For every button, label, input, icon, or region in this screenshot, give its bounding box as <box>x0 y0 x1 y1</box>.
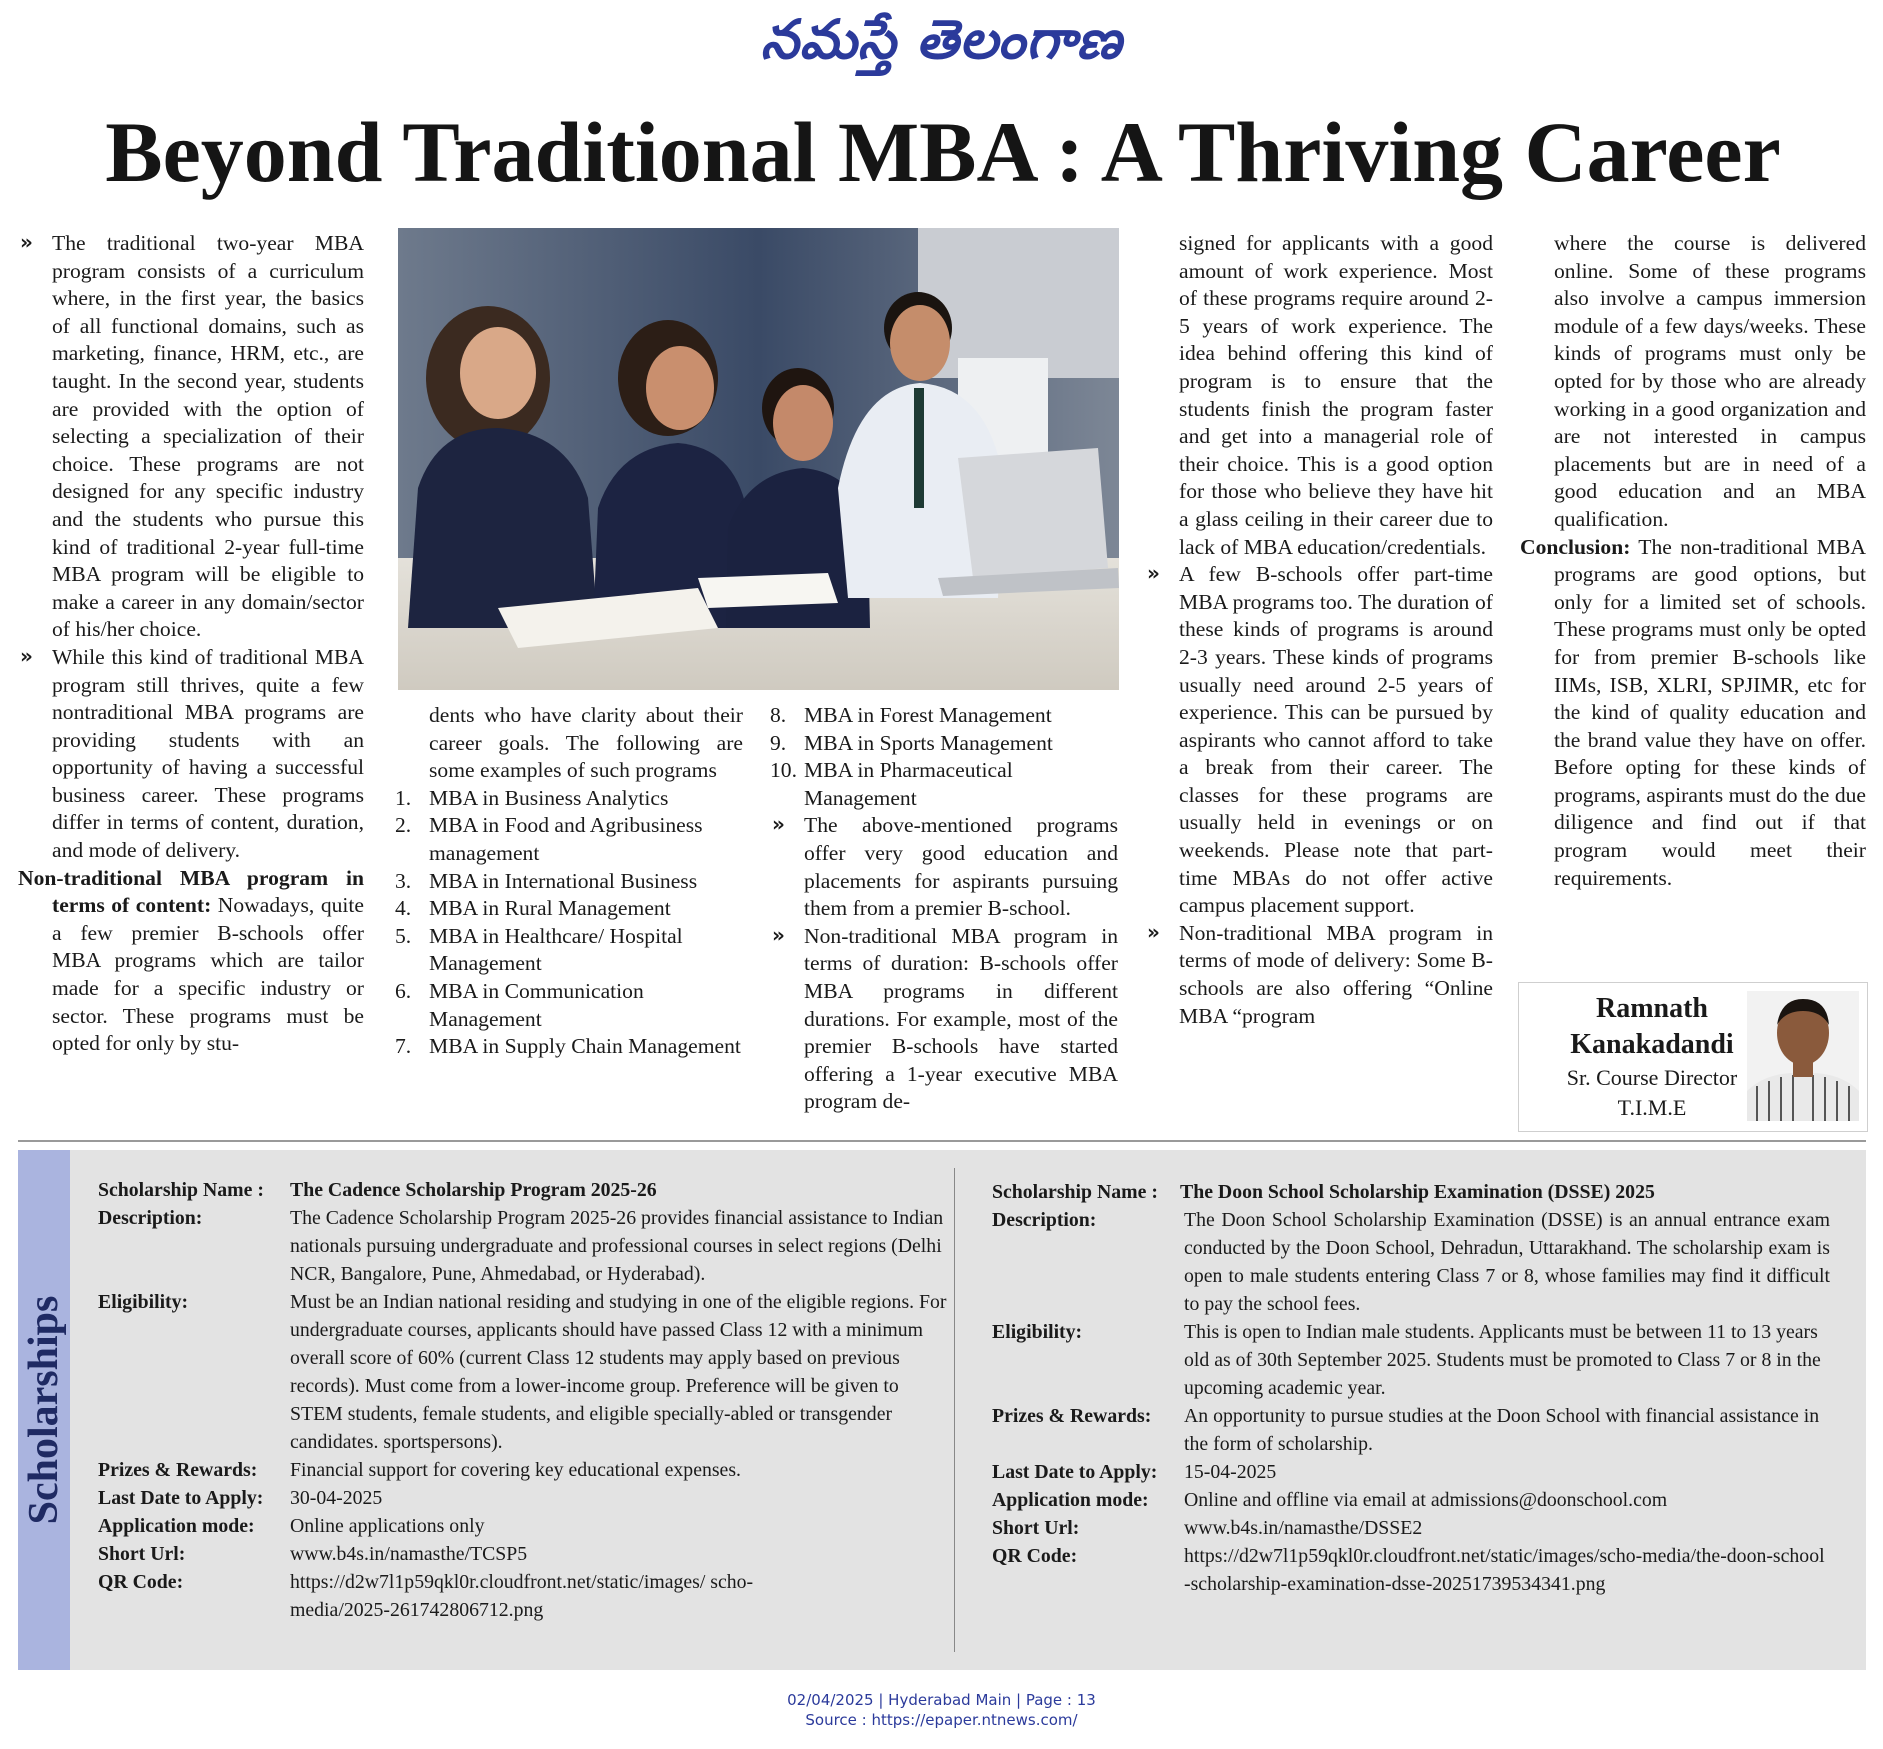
paragraph: » The traditional two-year MBA program consists of a curriculum where, in the first year, the basics of all functional domains, such as marketing, finance, HRM, etc., are taught. In the second year, students are provided with the option of selecting a specialization of their choice. These programs are not designed for any specific industry and the students who pursue this kind of traditional 2-year full-time MBA program will be eligible to make a career in any domain/sector of his/her choice. <box>18 230 364 644</box>
eligibility-row: Eligibility: This is open to Indian male students. Applicants must be between 11 to 13 years old as of 30th September 2025. Students must be promoted to Class 7 or 8 in the upcoming academic year. <box>992 1321 1821 1399</box>
paragraph: » A few B-schools offer part-time MBA programs too. The duration of these kinds of programs is around 2-3 years. These kinds of programs usually need around 2-5 years of experience. This can be pursued by aspirants who cannot afford to take a break from their career. The classes for these programs are usually held in evenings or on weekends. Please note that part-time MBAs do not offer active campus placement support. <box>1145 561 1493 920</box>
application-mode-row: Application mode: Online applications only <box>98 1515 485 1537</box>
author-name: Ramnath Kanakadandi <box>1570 993 1734 1060</box>
list-item: 3. MBA in International Business <box>395 868 698 893</box>
students-with-mentor-image <box>398 228 1119 690</box>
footer <box>0 1690 1883 1730</box>
eligibility-row: Eligibility: Must be an Indian national residing and studying in one of the eligible regions. For undergraduate courses, applicants should have passed Class 12 with a minimum overall score of 60% (current Class 12 students may apply based on previous records). Must come from a lower-income group. Preference will be given to STEM students, female students, and eligible specially-abled or transgender candidates. sportspersons). <box>98 1291 947 1453</box>
list-item: 8. MBA in Forest Management <box>770 703 1052 727</box>
list-item: 5. MBA in Healthcare/ Hospital Management <box>395 923 683 976</box>
list-item: 1. MBA in Business Analytics <box>395 785 669 810</box>
headline: Beyond Traditional MBA : A Thriving Career <box>105 104 1781 200</box>
short-url-row: Short Url: www.b4s.in/namasthe/TCSP5 <box>98 1543 528 1565</box>
author-role: Sr. Course Director T.I.M.E <box>1566 1065 1738 1120</box>
paragraph: » Non-traditional MBA program in terms of mode of delivery: Some B-schools are also offering “Online MBA “program <box>1145 920 1493 1030</box>
paragraph <box>18 865 364 1058</box>
subhead: Conclusion: <box>1520 534 1631 559</box>
subhead: Non-traditional MBA program in terms of content: <box>18 865 364 918</box>
masthead-logo: నమస్తే తెలంగాణ <box>760 8 1123 71</box>
author-box <box>1518 982 1868 1132</box>
last-date-row: Last Date to Apply: 30-04-2025 <box>98 1487 383 1509</box>
program-list-continued <box>770 702 1118 812</box>
source-link[interactable]: Source : https://epaper.ntnews.com/ <box>805 1711 1078 1729</box>
description-row: Description: The Doon School Scholarship Examination (DSSE) is an annual entrance exam conducted by the Doon School, Dehradun, Uttarakhand. The scholarship exam is open to male students entering Class 7 or 8, whose families may find it difficult to pay the school fees. <box>992 1209 1830 1315</box>
list-item: 2. MBA in Food and Agribusiness management <box>395 813 703 865</box>
list-item: 10. MBA in Pharmaceutical Management <box>770 758 1013 810</box>
scholarship-name-row: Scholarship Name : The Doon School Scholarship Examination (DSSE) 2025 <box>992 1181 1655 1203</box>
last-date-row: Last Date to Apply: 15-04-2025 <box>992 1461 1277 1483</box>
paragraph-text: The non-traditional MBA programs are good options, but only for a limited set of schools. These programs must only be opted for from premier B-schools like IIMs, ISB, XLRI, SPJIMR, etc for the kind of quality education and the brand value they have on offer. Before opting for these kinds of programs, aspirants must do the due diligence and find out if that program would meet their requirements. <box>1554 534 1866 890</box>
qr-code-row: QR Code: https://d2w7l1p59qkl0r.cloudfront.net/static/images/ scho-media/2025-261742806712.png <box>98 1571 754 1621</box>
author-photo <box>1747 991 1859 1121</box>
scholarship-left <box>98 1176 950 1624</box>
author-portrait-image <box>1747 991 1859 1121</box>
program-list <box>395 785 743 1061</box>
paragraph: dents who have clarity about their career goals. The following are some examples of such programs <box>429 703 743 783</box>
paragraph-text: Nowadays, quite a few premier B-schools offer MBA programs which are tailor made for a specific industry or sector. These programs must be opted for only by stu- <box>52 893 364 1056</box>
scholarships-label: Scholarships <box>21 1295 67 1525</box>
list-item: 9. MBA in Sports Management <box>770 730 1053 755</box>
article-column-2 <box>395 702 743 1061</box>
prizes-row: Prizes & Rewards: Financial support for covering key educational expenses. <box>98 1459 741 1481</box>
paragraph: » While this kind of traditional MBA program still thrives, quite a few nontraditional MBA programs are providing students with an opportunity of having a successful business career. These programs differ in terms of content, duration, and mode of delivery. <box>18 644 364 865</box>
article-column-3 <box>770 702 1118 1116</box>
prizes-row: Prizes & Rewards: An opportunity to pursue studies at the Doon School with financial assistance in the form of scholarship. <box>992 1405 1820 1455</box>
edition-info: 02/04/2025 | Hyderabad Main | Page : 13 <box>787 1691 1096 1709</box>
conclusion-paragraph <box>1520 534 1866 893</box>
short-url-row: Short Url: www.b4s.in/namasthe/DSSE2 <box>992 1517 1423 1539</box>
list-item: 4. MBA in Rural Management <box>395 896 671 921</box>
list-item: 6. MBA in Communication Management <box>395 978 644 1031</box>
description-row: Description: The Cadence Scholarship Program 2025-26 provides financial assistance to Indian nationals pursuing undergraduate and professional courses in select regions (Delhi NCR, Bangalore, Pune, Ahmedabad, or Hyderabad). <box>98 1207 944 1285</box>
scholarship-name-row: Scholarship Name : The Cadence Scholarship Program 2025-26 <box>98 1179 657 1201</box>
article-column-4 <box>1145 230 1493 1030</box>
paragraph: where the course is delivered online. Some of these programs also involve a campus immersion module of a few days/weeks. These kinds of programs must only be opted for by those who are already working in a good organization and are not interested in campus placements but are in need of a good education and an MBA qualification. <box>1554 231 1866 531</box>
section-divider <box>18 1140 1866 1142</box>
application-mode-row: Application mode: Online and offline via email at admissions@doonschool.com <box>992 1489 1668 1511</box>
list-item: 7. MBA in Supply Chain Management <box>395 1034 741 1059</box>
paragraph: » The above-mentioned programs offer very good education and placements for aspirants pursuing them from a premier B-school. <box>770 812 1118 922</box>
scholarships-panel <box>18 1150 1866 1670</box>
scholarship-divider <box>954 1168 955 1652</box>
article-photo <box>398 228 1119 690</box>
paragraph: » Non-traditional MBA program in terms of duration: B-schools offer MBA programs in different durations. For example, most of the premier B-schools have started offering a 1-year executive MBA program de- <box>770 923 1118 1116</box>
scholarships-tab <box>18 1150 70 1670</box>
article-column-1 <box>18 230 364 1058</box>
paragraph: signed for applicants with a good amount of work experience. Most of these programs require around 2-5 years of work experience. The idea behind offering this kind of program is to ensure that the students finish the program faster and get into a managerial role of their choice. This is a good option for those who believe they have hit a glass ceiling in their career due to lack of MBA education/credentials. <box>1179 231 1493 559</box>
qr-code-row: QR Code: https://d2w7l1p59qkl0r.cloudfront.net/static/images/scho-media/the-doon-school-scholarship-examination-dsse-20251739534341.png <box>992 1545 1825 1595</box>
article-column-5 <box>1520 230 1866 892</box>
scholarship-right <box>992 1178 1830 1598</box>
